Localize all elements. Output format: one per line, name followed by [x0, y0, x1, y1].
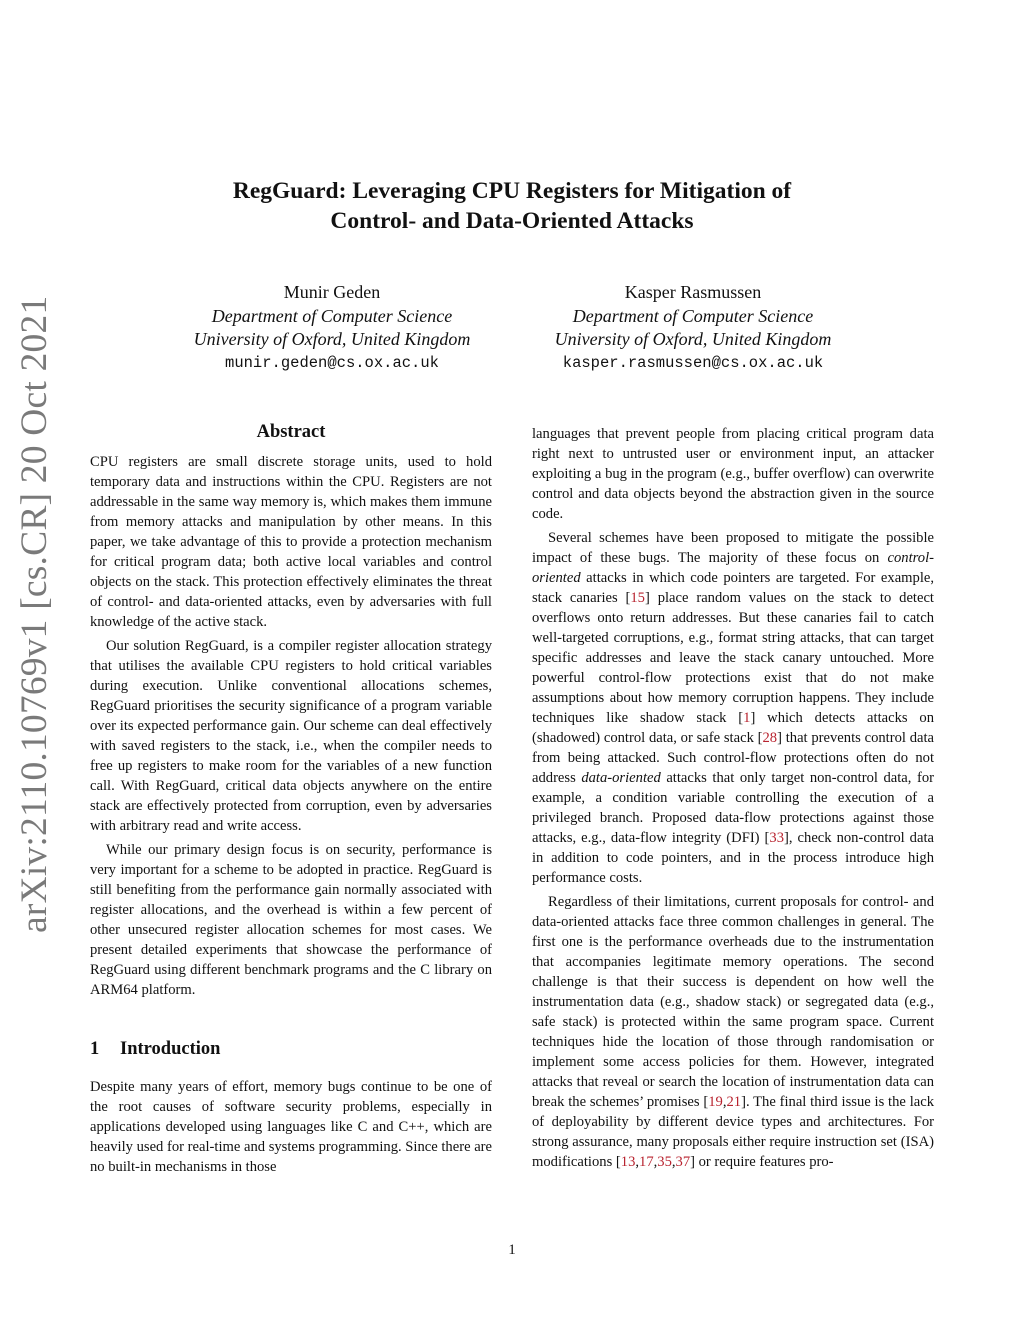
- section-title: Introduction: [120, 1039, 221, 1059]
- emphasis-text: control-oriented: [532, 550, 934, 586]
- author-block-1: [152, 281, 512, 375]
- emphasis-text: data-oriented: [581, 770, 661, 786]
- section-number: 1: [90, 1039, 100, 1059]
- right-column: [532, 424, 934, 1172]
- author-block-2: [513, 281, 873, 375]
- author-name: Kasper Rasmussen: [624, 282, 762, 302]
- body-paragraph-challenges: Regardless of their limitations, current proposals for control- and data-oriented attacks face three common challenges in general. The first one is the performance overheads due to the instrumentation that accompanies legitimate memory operations. The second challenge is that their success is dependent on how well the instrumentation data (e.g., shadow stack) or segregated data (e.g., safe stack) is protected within the same program space. Current techniques hide the location of those through randomisation or implement some access policies for them. However, integrated attacks that reveal or search the location of instrumentation data can break the schemes’ promises [19,21]. The final third issue is the lack of deployability by different device types and architectures. For strong assurance, many proposals either require instruction set (ISA) modifications [13,17,35,37] or require features pro-: [532, 894, 934, 1170]
- citation-link[interactable]: 15: [630, 590, 645, 606]
- author-department: Department of Computer Science: [211, 305, 453, 326]
- left-column: [90, 421, 492, 1177]
- author-university: University of Oxford, United Kingdom: [193, 329, 471, 349]
- citation-link[interactable]: 33: [769, 830, 785, 846]
- citation-link[interactable]: 1: [743, 710, 751, 726]
- citation-link[interactable]: 19: [708, 1094, 723, 1110]
- citation-link[interactable]: 37: [675, 1154, 691, 1170]
- abstract-heading: Abstract: [256, 422, 326, 442]
- citation-link[interactable]: 28: [762, 730, 778, 746]
- page-number: 1: [508, 1242, 516, 1258]
- author-university: University of Oxford, United Kingdom: [554, 329, 832, 349]
- abstract-paragraph-1: CPU registers are small discrete storage units, used to hold temporary data and instructions within the CPU. Registers are not addressable in the same way memory is, which makes them immune from memory attacks and manipulation by other means. In this paper, we take advantage of this to provide a protection mechanism for critical program data; both active local variables and control objects on the stack. This protection effectively eliminates the threat of control- and data-oriented attacks, even by adversaries with full knowledge of the active stack.: [90, 454, 492, 630]
- body-paragraph-schemes: Several schemes have been proposed to mitigate the possible impact of these bugs. The majority of these focus on control-oriented attacks in which code pointers are targeted. For example, stack canaries [15] place random values on the stack to detect overflows onto return addresses. But these canaries fail to catch well-targeted corruptions, e.g., format string attacks, that can target specific addresses and leave the stack canary untouched. More powerful control-flow protections exist that do not make assumptions about how memory corruption happens. They include techniques like shadow stack [1] which detects attacks on (shadowed) control data, or safe stack [28] that prevents control data from being attacked. Such control-flow protections often do not address data-oriented attacks that only target non-control data, for example, a condition variable controlling the execution of a privileged branch. Proposed data-flow protections against those attacks, e.g., data-flow integrity (DFI) [33], check non-control data in addition to code pointers, and in the process introduce high performance costs.: [532, 530, 935, 886]
- arxiv-identifier: arXiv:2110.10769v1 [cs.CR] 20 Oct 2021: [14, 295, 55, 933]
- citation-link[interactable]: 35: [657, 1154, 672, 1170]
- intro-paragraph-1: Despite many years of effort, memory bugs continue to be one of the root causes of software security problems, especially in applications developed using languages like C and C++, which are heavily used for real-time and systems programming. Since there are no built-in mechanisms in those: [90, 1079, 493, 1175]
- author-email: kasper.rasmussen@cs.ox.ac.uk: [562, 353, 824, 372]
- author-department: Department of Computer Science: [572, 305, 814, 326]
- section-heading-introduction: [90, 1038, 492, 1060]
- author-name: Munir Geden: [283, 282, 381, 302]
- citation-link[interactable]: 21: [726, 1094, 742, 1110]
- body-paragraph-continued: languages that prevent people from placing critical program data right next to untrusted user or environment input, an attacker exploiting a bug in the program (e.g., buffer overflow) can overwrite control and data objects beyond the abstraction given in the source code.: [532, 426, 934, 522]
- abstract-paragraph-2: Our solution RegGuard, is a compiler register allocation strategy that utilises the available CPU registers to hold critical variables during execution. Unlike conventional allocations schemes, RegGuard prioritises the security significance of a program variable over its expected performance gain. Our scheme can deal effectively with saved registers to the stack, i.e., when the compiler needs to free up registers to make room for the variables of a new function call. With RegGuard, critical data objects anywhere on the entire stack are effectively protected from corruption, even by adversaries with arbitrary read and write access.: [90, 638, 492, 834]
- title-line-1: RegGuard: Leveraging CPU Registers for Mitigation of: [232, 178, 792, 204]
- title-line-2: Control- and Data-Oriented Attacks: [330, 208, 694, 234]
- abstract-paragraph-3: While our primary design focus is on security, performance is very important for a scheme to be adopted in practice. RegGuard is still benefiting from the performance gain normally associated with register allocations, and the overhead is within a few percent of other unsecured register allocation schemes for most cases. We present detailed experiments that showcase the performance of RegGuard using different benchmark programs and the C library on ARM64 platform.: [90, 842, 492, 998]
- citation-link[interactable]: 17: [639, 1154, 654, 1170]
- citation-link[interactable]: 13: [620, 1154, 636, 1170]
- author-email: munir.geden@cs.ox.ac.uk: [225, 353, 439, 372]
- paper-title: [120, 176, 904, 236]
